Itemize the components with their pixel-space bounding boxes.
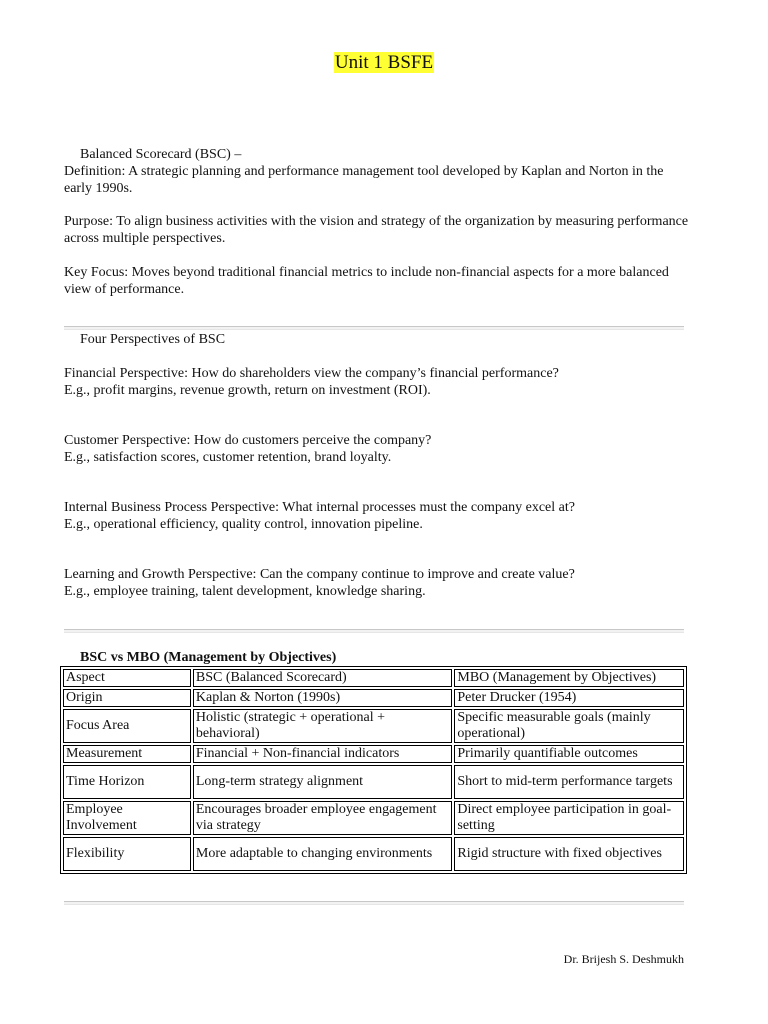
- table-cell: Primarily quantifiable outcomes: [454, 745, 684, 763]
- table-cell: Peter Drucker (1954): [454, 689, 684, 707]
- comparison-table: [60, 666, 687, 874]
- table-cell: Flexibility: [63, 837, 191, 871]
- table-cell: Long-term strategy alignment: [193, 765, 453, 799]
- bsc-purpose: Purpose: To align business activities with the vision and strategy of the organization by measuring performance across multiple perspectives.: [64, 214, 689, 246]
- table-cell: Kaplan & Norton (1990s): [193, 689, 453, 707]
- table-cell: Financial + Non-financial indicators: [193, 745, 453, 763]
- table-cell: Employee Involvement: [63, 801, 191, 835]
- table-row: [63, 745, 684, 763]
- table-cell: Focus Area: [63, 709, 191, 743]
- bsc-purpose-section: [64, 213, 694, 247]
- table-header-row: [63, 669, 684, 687]
- horizontal-divider: [64, 326, 684, 330]
- table-cell: Origin: [63, 689, 191, 707]
- perspective-question: Internal Business Process Perspective: What internal processes must the company excel at?: [64, 500, 575, 515]
- perspective-item-learning-growth: [64, 566, 694, 600]
- table-row: [63, 801, 684, 835]
- horizontal-divider: [64, 629, 684, 633]
- table-cell: Measurement: [63, 745, 191, 763]
- table-cell: Rigid structure with fixed objectives: [454, 837, 684, 871]
- perspective-question: Customer Perspective: How do customers perceive the company?: [64, 433, 432, 448]
- bsc-definition: Definition: A strategic planning and performance management tool developed by Kaplan and Norton in the early 1990s.: [64, 164, 664, 196]
- table-cell: Time Horizon: [63, 765, 191, 799]
- bsc-intro-section: [64, 146, 694, 197]
- perspective-examples: E.g., employee training, talent development, knowledge sharing.: [64, 584, 426, 599]
- perspectives-heading-block: [64, 331, 694, 348]
- table-header-cell: BSC (Balanced Scorecard): [193, 669, 453, 687]
- bsc-key-focus-section: [64, 264, 694, 298]
- table-row: [63, 765, 684, 799]
- table-cell: Direct employee participation in goal-setting: [454, 801, 684, 835]
- table-cell: Short to mid-term performance targets: [454, 765, 684, 799]
- table-header-cell: Aspect: [63, 669, 191, 687]
- perspectives-heading: Four Perspectives of BSC: [80, 332, 226, 347]
- table-row: [63, 709, 684, 743]
- horizontal-divider: [64, 901, 684, 905]
- bsc-heading: Balanced Scorecard (BSC) –: [80, 147, 242, 162]
- bsc-key-focus: Key Focus: Moves beyond traditional financial metrics to include non-financial aspects for a more balanced view of performance.: [64, 265, 669, 297]
- perspective-question: Financial Perspective: How do shareholders view the company’s financial performance?: [64, 366, 559, 381]
- perspective-examples: E.g., satisfaction scores, customer retention, brand loyalty.: [64, 450, 392, 465]
- perspective-question: Learning and Growth Perspective: Can the company continue to improve and create value?: [64, 567, 575, 582]
- table-cell: Specific measurable goals (mainly operational): [454, 709, 684, 743]
- perspective-examples: E.g., profit margins, revenue growth, return on investment (ROI).: [64, 383, 431, 398]
- perspective-item-internal-process: [64, 499, 694, 533]
- table-header-cell: MBO (Management by Objectives): [454, 669, 684, 687]
- comparison-heading: BSC vs MBO (Management by Objectives): [80, 650, 337, 665]
- table-cell: Holistic (strategic + operational + behavioral): [193, 709, 453, 743]
- table-row: [63, 837, 684, 871]
- perspective-item-financial: [64, 365, 694, 399]
- table-cell: Encourages broader employee engagement via strategy: [193, 801, 453, 835]
- table-row: [63, 689, 684, 707]
- page-title-text: Unit 1 BSFE: [334, 52, 434, 73]
- table-cell: More adaptable to changing environments: [193, 837, 453, 871]
- perspective-item-customer: [64, 432, 694, 466]
- perspective-examples: E.g., operational efficiency, quality control, innovation pipeline.: [64, 517, 423, 532]
- page-title: [0, 52, 768, 74]
- author-footer: Dr. Brijesh S. Deshmukh: [563, 952, 684, 966]
